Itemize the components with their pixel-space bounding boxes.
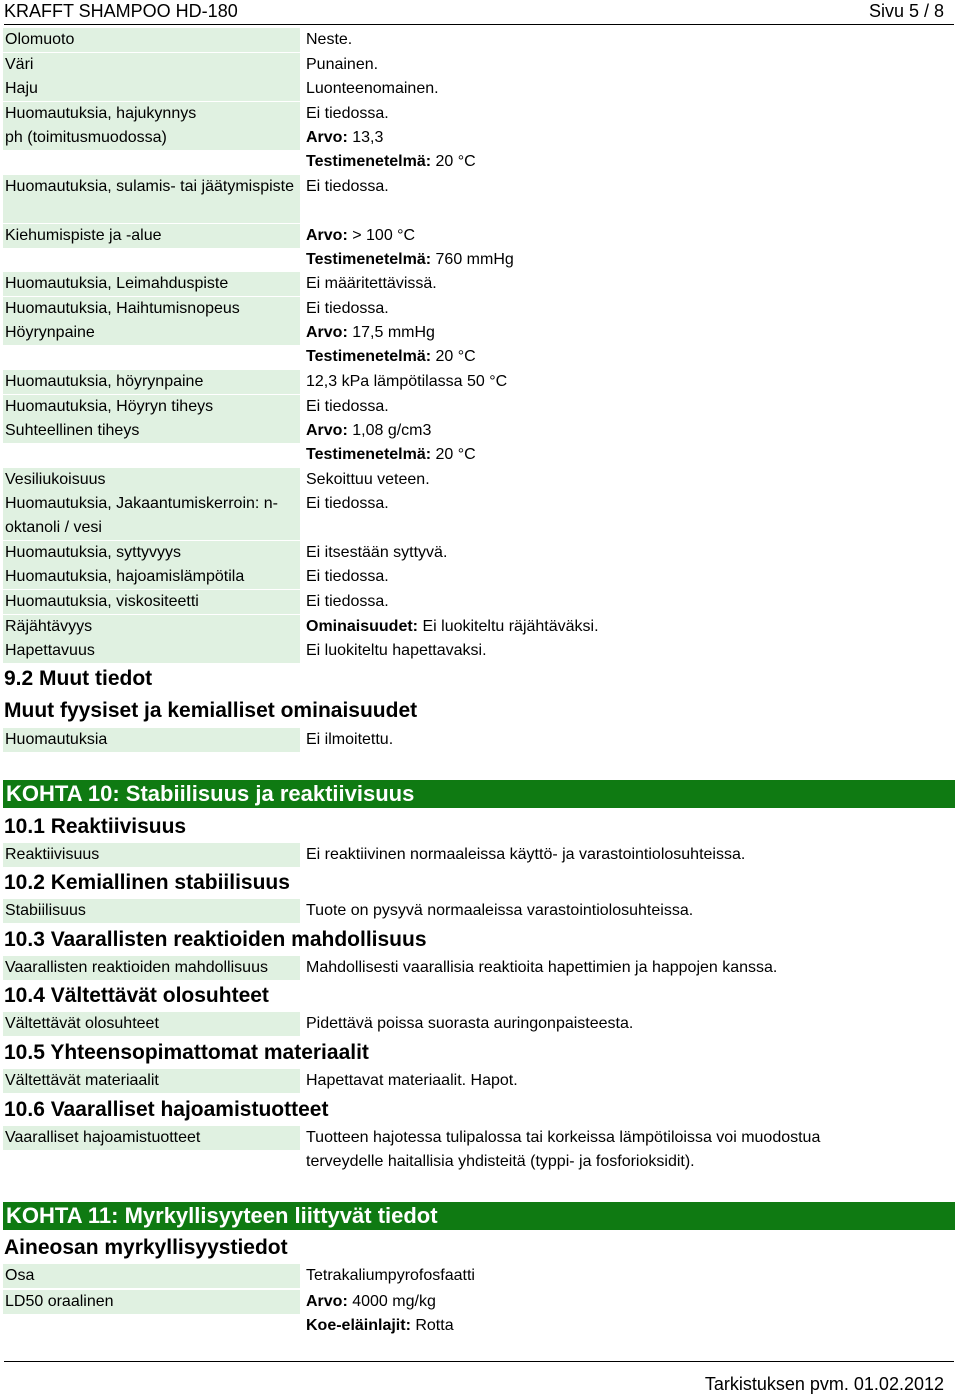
page-header — [4, 0, 954, 25]
property-value: Neste. — [306, 31, 353, 48]
subsection-heading: 10.4 Vältettävät olosuhteet — [4, 984, 269, 1007]
property-label: Huomautuksia, syttyvyys — [3, 541, 300, 565]
property-label: Vältettävät materiaalit — [3, 1069, 300, 1093]
subsection-heading: 10.2 Kemiallinen stabiilisuus — [4, 871, 290, 894]
property-label: Stabiilisuus — [3, 899, 300, 923]
property-label: Huomautuksia, sulamis- tai jäätymispiste — [3, 175, 300, 223]
property-value: Ei tiedossa. — [306, 398, 389, 415]
property-label: Huomautuksia, Jakaantumiskerroin: n-oktanoli / vesi — [3, 492, 300, 540]
property-value: Ei itsestään syttyvä. — [306, 544, 448, 561]
property-label: Huomautuksia, hajukynnys — [3, 102, 300, 126]
property-label: LD50 oraalinen — [3, 1290, 300, 1314]
property-label: Osa — [3, 1264, 300, 1288]
property-value: Mahdollisesti vaarallisia reaktioita hapettimien ja happojen kanssa. — [306, 959, 778, 976]
property-label: Reaktiivisuus — [3, 843, 300, 867]
section-heading: KOHTA 11: Myrkyllisyyteen liittyvät tiedot — [3, 1202, 955, 1230]
section-heading: KOHTA 10: Stabiilisuus ja reaktiivisuus — [3, 780, 955, 808]
property-label: Vältettävät olosuhteet — [3, 1012, 300, 1036]
property-value: Hapettavat materiaalit. Hapot. — [306, 1072, 518, 1089]
property-value: Pidettävä poissa suorasta auringonpaisteesta. — [306, 1015, 634, 1032]
property-label: Väri — [3, 53, 300, 77]
property-value: Arvo: 13,3 Testimenetelmä: 20 °C — [306, 129, 476, 170]
subsection-heading: Muut fyysiset ja kemialliset ominaisuudet — [4, 699, 418, 722]
property-label: Huomautuksia — [3, 728, 300, 752]
property-label: Huomautuksia, hajoamislämpötila — [3, 565, 300, 589]
property-label: Vesiliukoisuus — [3, 468, 300, 492]
property-label: Suhteellinen tiheys — [3, 419, 300, 443]
page-number: Sivu 5 / 8 — [868, 1, 944, 21]
property-label: Kiehumispiste ja -alue — [3, 224, 300, 248]
property-label: Räjähtävyys — [3, 615, 300, 639]
subsection-heading: Aineosan myrkyllisyystiedot — [4, 1236, 288, 1259]
property-value: Arvo: 4000 mg/kg Koe-eläinlajit: Rotta — [306, 1293, 454, 1334]
property-value: Ei tiedossa. — [306, 495, 389, 512]
product-name: KRAFFT SHAMPOO HD-180 — [4, 1, 238, 21]
property-value: Ominaisuudet: Ei luokiteltu räjähtäväksi. — [306, 618, 599, 635]
property-value: Luonteenomainen. — [306, 80, 439, 97]
property-label: Hapettavuus — [3, 639, 300, 663]
subsection-heading: 10.3 Vaarallisten reaktioiden mahdollisuus — [4, 928, 427, 951]
property-label: Haju — [3, 77, 300, 101]
property-value: Tuote on pysyvä normaaleissa varastointiolosuhteissa. — [306, 902, 694, 919]
property-label: Huomautuksia, Höyryn tiheys — [3, 395, 300, 419]
subsection-heading: 10.5 Yhteensopimattomat materiaalit — [4, 1041, 369, 1064]
revision-date: Tarkistuksen pvm. 01.02.2012 — [704, 1374, 944, 1394]
property-label: Höyrynpaine — [3, 321, 300, 345]
property-value: Ei reaktiivinen normaaleissa käyttö- ja varastointiolosuhteissa. — [306, 846, 746, 863]
property-value: Sekoittuu veteen. — [306, 471, 430, 488]
property-value: Ei tiedossa. — [306, 568, 389, 585]
property-value: Arvo: 1,08 g/cm3 Testimenetelmä: 20 °C — [306, 422, 476, 463]
property-label: Huomautuksia, viskositeetti — [3, 590, 300, 614]
subsection-heading: 10.1 Reaktiivisuus — [4, 815, 187, 838]
property-value: Ei luokiteltu hapettavaksi. — [306, 642, 487, 659]
property-label: ph (toimitusmuodossa) — [3, 126, 300, 150]
property-value: Ei määritettävissä. — [306, 275, 437, 292]
property-label: Huomautuksia, Leimahduspiste — [3, 272, 300, 296]
property-label: Vaarallisten reaktioiden mahdollisuus — [3, 956, 300, 980]
property-value: Ei tiedossa. — [306, 105, 389, 122]
property-value: Ei tiedossa. — [306, 593, 389, 610]
property-label: Vaaralliset hajoamistuotteet — [3, 1126, 300, 1150]
property-label: Olomuoto — [3, 28, 300, 52]
property-value: Ei tiedossa. — [306, 300, 389, 317]
property-value: Ei tiedossa. — [306, 178, 389, 195]
footer-divider — [4, 1361, 954, 1362]
property-label: Huomautuksia, Haihtumisnopeus — [3, 297, 300, 321]
property-value: Arvo: > 100 °C Testimenetelmä: 760 mmHg — [306, 227, 514, 268]
subsection-heading: 9.2 Muut tiedot — [4, 667, 153, 690]
property-value: Tetrakaliumpyrofosfaatti — [306, 1267, 475, 1284]
property-value: Ei ilmoitettu. — [306, 731, 394, 748]
subsection-heading: 10.6 Vaaralliset hajoamistuotteet — [4, 1098, 329, 1121]
property-value: Tuotteen hajotessa tulipalossa tai korkeissa lämpötiloissa voi muodostua terveydelle haitallisia yhdisteitä (typpi- ja fosforioksidit). — [306, 1129, 821, 1170]
property-value: Punainen. — [306, 56, 379, 73]
property-label: Huomautuksia, höyrynpaine — [3, 370, 300, 394]
property-value: Arvo: 17,5 mmHg Testimenetelmä: 20 °C — [306, 324, 476, 365]
property-value: 12,3 kPa lämpötilassa 50 °C — [306, 373, 508, 390]
